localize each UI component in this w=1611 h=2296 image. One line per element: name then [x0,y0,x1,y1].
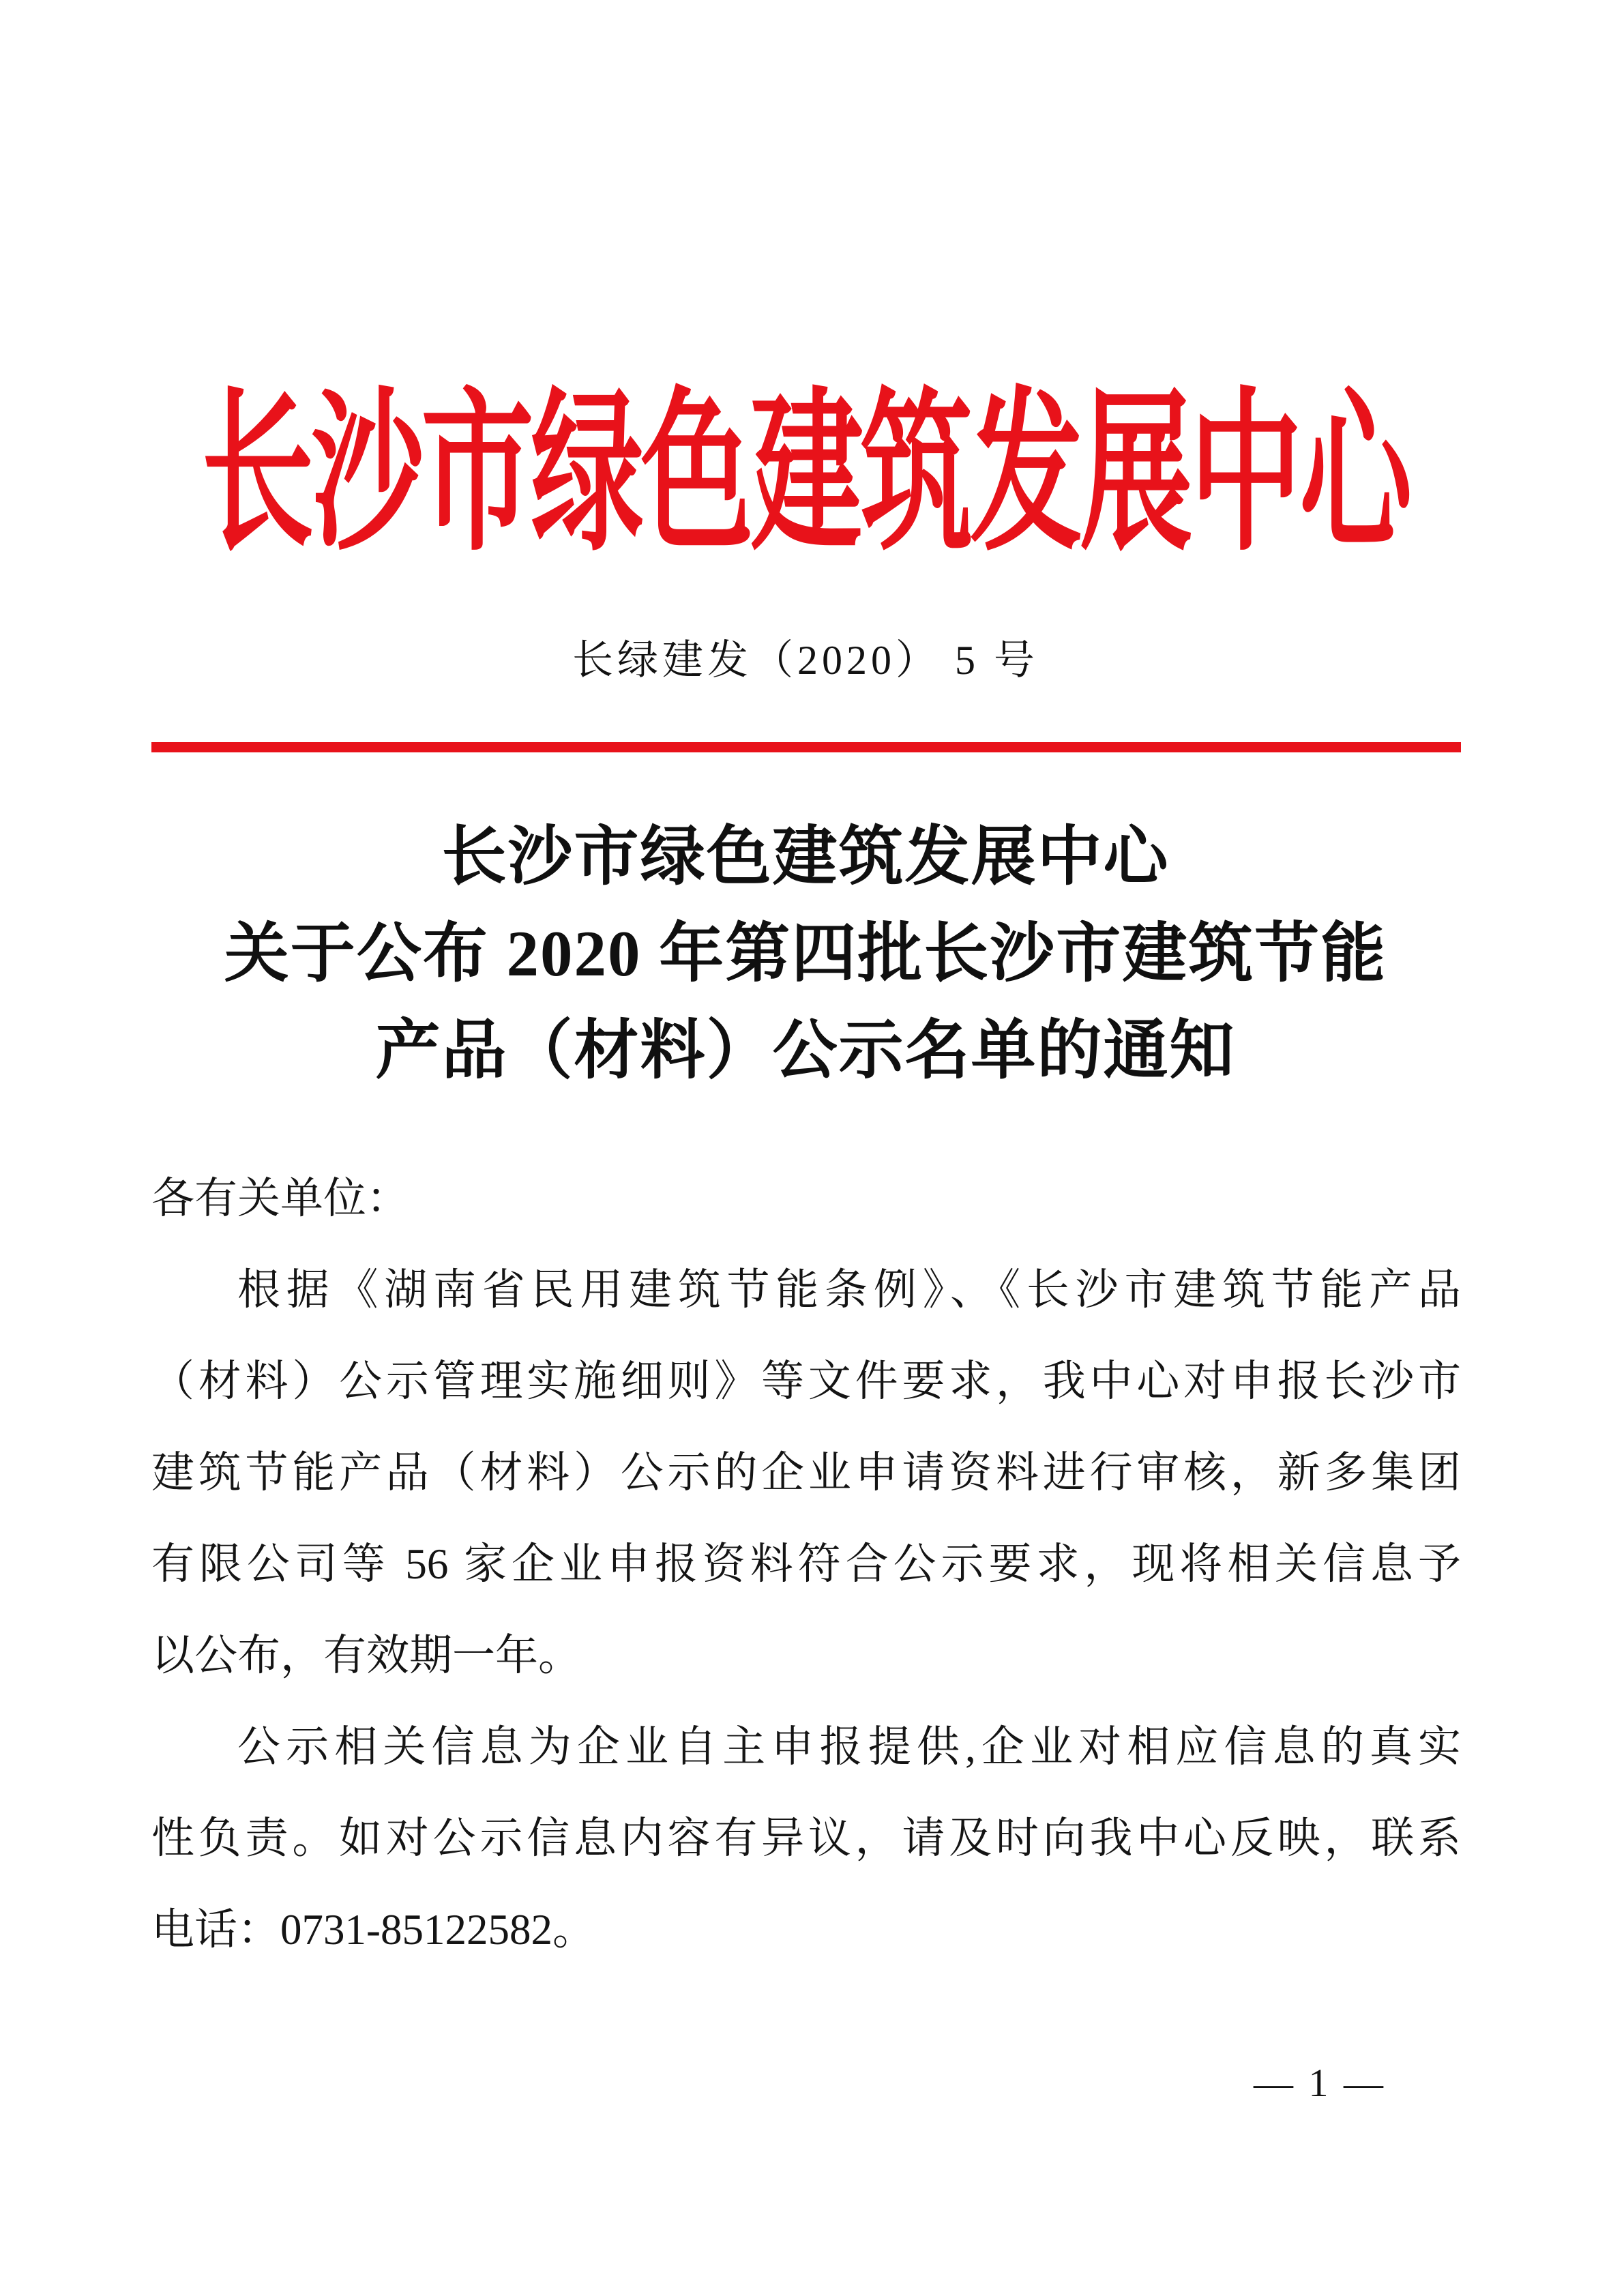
document-title-line: 长沙市绿色建筑发展中心 [441,821,1170,893]
body-line: 以公布，有效期一年。 [151,1632,581,1679]
body-line: 根据《湖南省民用建筑节能条例》、《长沙市建筑节能产品 [237,1266,1461,1314]
page-number: — 1 — [1254,2061,1386,2105]
body-line: 有限公司等 56 家企业申报资料符合公示要求，现将相关信息予 [151,1540,1461,1588]
body-line: 性负责。如对公示信息内容有异议，请及时向我中心反映，联系 [151,1814,1461,1862]
document-title-line: 产品（材料）公示名单的通知 [375,1014,1236,1087]
body-line: 电话：0731-85122582。 [151,1906,595,1954]
body-line: （材料）公示管理实施细则》等文件要求，我中心对申报长沙市 [151,1357,1461,1405]
body-line: 各有关单位： [151,1175,409,1222]
document-title-line: 关于公布 2020 年第四批长沙市建筑节能 [224,917,1387,990]
document-title [0,808,1611,1099]
agency-masthead: 长沙市绿色建筑发展中心 [201,378,1410,572]
body-line: 建筑节能产品（材料）公示的企业申请资料进行审核，新多集团 [151,1449,1461,1497]
document-number: 长绿建发（2020） 5 号 [572,638,1039,683]
body-line: 公示相关信息为企业自主申报提供,企业对相应信息的真实 [237,1723,1461,1771]
body-text [151,1153,1461,1975]
red-separator-rule [151,742,1461,752]
